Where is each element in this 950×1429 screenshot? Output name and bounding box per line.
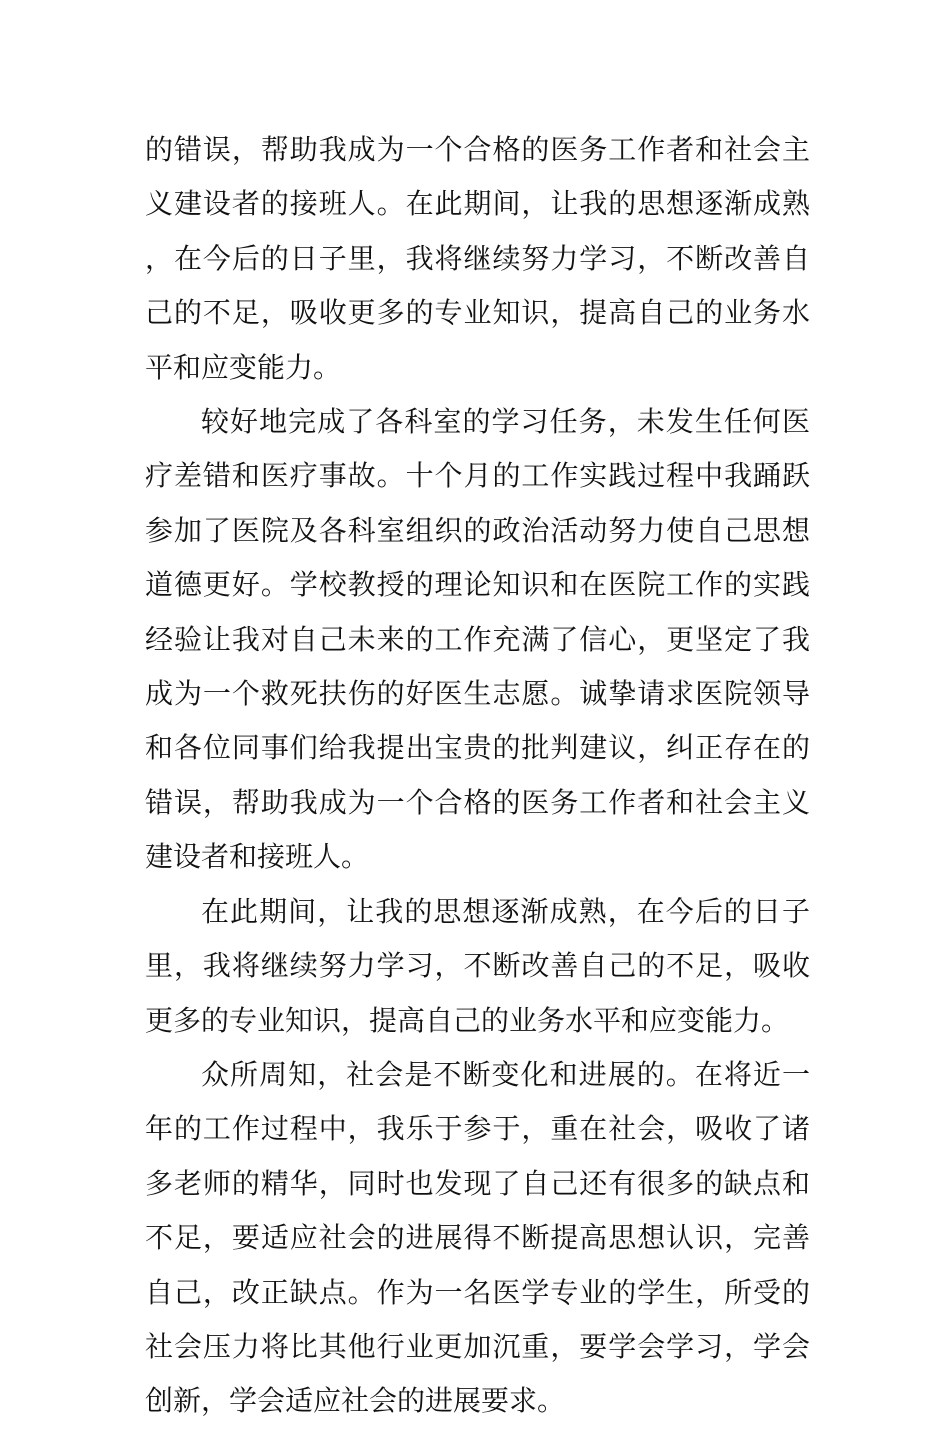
- paragraph: 众所周知，社会是不断变化和进展的。在将近一年的工作过程中，我乐于参于，重在社会，吸收了诸多老师的精华，同时也发现了自己还有很多的缺点和不足，要适应社会的进展得不断提高思想认识，完善自己，改正缺点。作为一名医学专业的学生，所受的社会压力将比其他行业更加沉重，要学会学习，学会创新，学会适应社会的进展要求。: [145, 1057, 810, 1418]
- paragraph-continued: 的错误，帮助我成为一个合格的医务工作者和社会主义建设者的接班人。在此期间，让我的思想逐渐成熟，在今后的日子里，我将继续努力学习，不断改善自己的不足，吸收更多的专业知识，提高自己的业务水平和应变能力。: [145, 133, 810, 384]
- paragraph: 在此期间，让我的思想逐渐成熟，在今后的日子里，我将继续努力学习，不断改善自己的不足，吸收更多的专业知识，提高自己的业务水平和应变能力。: [145, 894, 810, 1037]
- document-body: [145, 123, 810, 1429]
- paragraph: 较好地完成了各科室的学习任务，未发生任何医疗差错和医疗事故。十个月的工作实践过程中我踊跃参加了医院及各科室组织的政治活动努力使自己思想道德更好。学校教授的理论知识和在医院工作的实践经验让我对自己未来的工作充满了信心，更坚定了我成为一个救死扶伤的好医生志愿。诚挚请求医院领导和各位同事们给我提出宝贵的批判建议，纠正存在的错误，帮助我成为一个合格的医务工作者和社会主义建设者和接班人。: [145, 405, 810, 874]
